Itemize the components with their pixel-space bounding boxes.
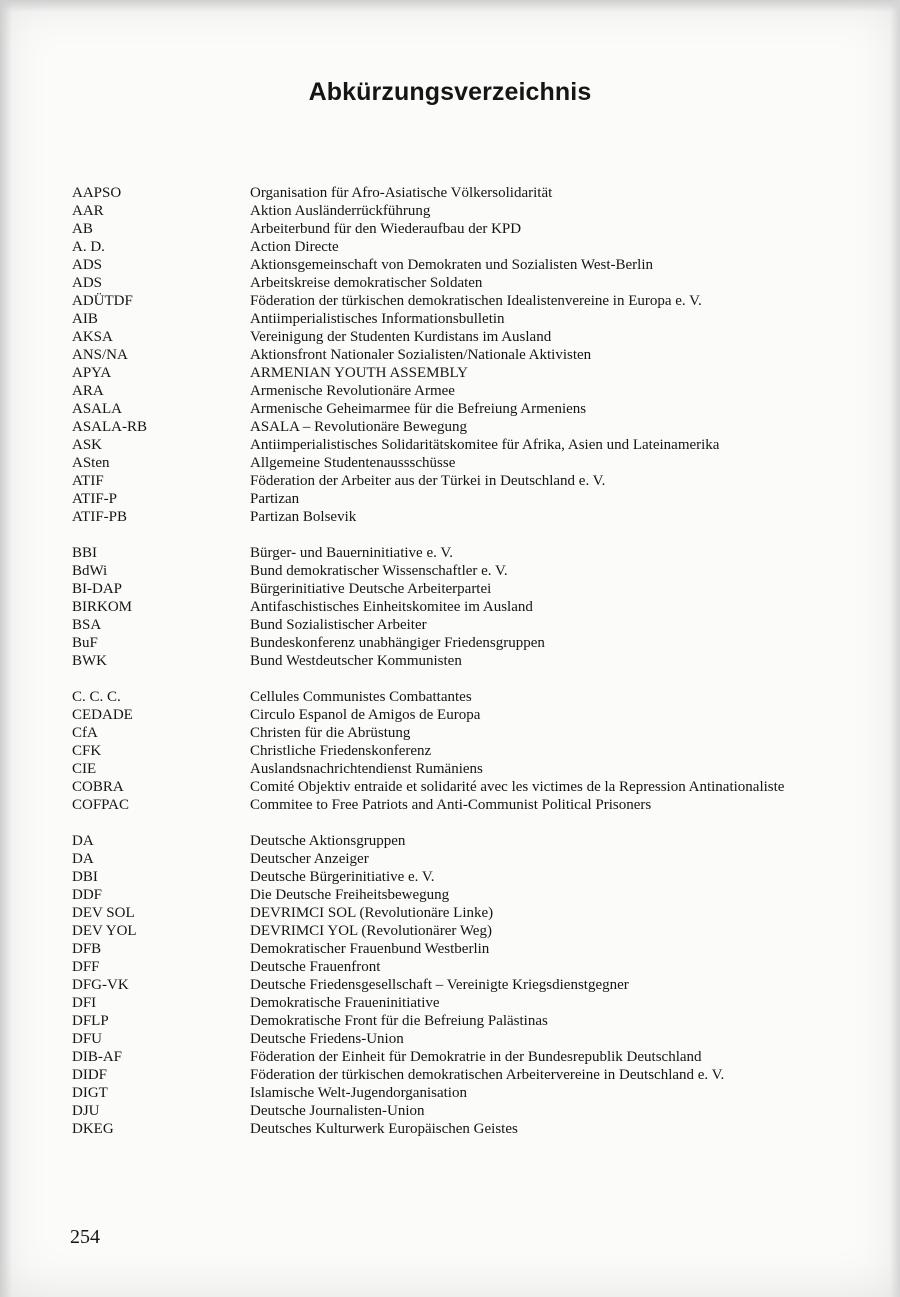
- abbreviation-term: C. C. C.: [72, 689, 121, 705]
- abbreviation-term: BSA: [72, 617, 102, 633]
- abbreviation-term: AB: [72, 221, 93, 237]
- abbreviation-meaning: Auslandsnachrichtendienst Rumäniens: [250, 761, 483, 777]
- abbreviation-group: [72, 688, 862, 814]
- abbreviation-meaning: Christliche Friedenskonferenz: [250, 743, 432, 759]
- abbreviation-meaning: Organisation für Afro-Asiatische Völkersolidarität: [250, 185, 553, 201]
- abbreviation-term: ADÜTDF: [72, 293, 133, 309]
- abbreviation-entry: [72, 994, 862, 1012]
- abbreviation-term: ASten: [72, 455, 110, 471]
- abbreviation-term: DFU: [72, 1031, 103, 1047]
- abbreviation-entry: [72, 274, 862, 292]
- abbreviation-term: AIB: [72, 311, 98, 327]
- abbreviation-term: COBRA: [72, 779, 124, 795]
- abbreviation-term: ASK: [72, 437, 103, 453]
- abbreviation-term: ATIF-PB: [72, 509, 128, 525]
- abbreviation-meaning: Deutsche Bürgerinitiative e. V.: [250, 869, 435, 885]
- abbreviation-entry: [72, 508, 862, 526]
- abbreviation-term: DJU: [72, 1103, 100, 1119]
- abbreviation-meaning: Arbeitskreise demokratischer Soldaten: [250, 275, 483, 291]
- abbreviation-entry: [72, 238, 862, 256]
- abbreviation-term: DFLP: [72, 1013, 109, 1029]
- abbreviation-term: ANS/NA: [72, 347, 128, 363]
- abbreviation-term: DIGT: [72, 1085, 108, 1101]
- abbreviation-entry: [72, 202, 862, 220]
- abbreviation-entry: [72, 346, 862, 364]
- abbreviation-entry: [72, 364, 862, 382]
- abbreviation-term: ATIF-P: [72, 491, 118, 507]
- abbreviation-meaning: Antifaschistisches Einheitskomitee im Ausland: [250, 599, 533, 615]
- abbreviation-entry: [72, 1012, 862, 1030]
- abbreviation-meaning: Bund Westdeutscher Kommunisten: [250, 653, 462, 669]
- abbreviation-term: CEDADE: [72, 707, 133, 723]
- abbreviation-meaning: Arbeiterbund für den Wiederaufbau der KPD: [250, 221, 522, 237]
- abbreviation-entry: [72, 544, 862, 562]
- abbreviation-meaning: Action Directe: [250, 239, 339, 255]
- abbreviation-term: DFB: [72, 941, 102, 957]
- abbreviation-term: DBI: [72, 869, 98, 885]
- abbreviation-meaning: Circulo Espanol de Amigos de Europa: [250, 707, 481, 723]
- abbreviation-entry: [72, 454, 862, 472]
- abbreviation-entry: [72, 1084, 862, 1102]
- scan-shadow-right: [890, 0, 900, 1297]
- abbreviation-entry: [72, 958, 862, 976]
- abbreviation-meaning: Deutsche Frauenfront: [250, 959, 381, 975]
- abbreviation-entry: [72, 436, 862, 454]
- abbreviation-entry: [72, 580, 862, 598]
- abbreviation-entry: [72, 850, 862, 868]
- abbreviation-meaning: DEVRIMCI SOL (Revolutionäre Linke): [250, 905, 494, 921]
- abbreviation-entry: [72, 832, 862, 850]
- abbreviation-term: DFI: [72, 995, 97, 1011]
- abbreviation-entry: [72, 724, 862, 742]
- abbreviation-entry: [72, 1066, 862, 1084]
- abbreviation-term: BuF: [72, 635, 98, 651]
- abbreviation-entry: [72, 418, 862, 436]
- abbreviation-meaning: Cellules Communistes Combattantes: [250, 689, 472, 705]
- abbreviation-term: DIDF: [72, 1067, 108, 1083]
- abbreviation-meaning: Bund demokratischer Wissenschaftler e. V.: [250, 563, 508, 579]
- abbreviation-entry: [72, 490, 862, 508]
- abbreviation-term: COFPAC: [72, 797, 129, 813]
- abbreviation-meaning: Aktionsgemeinschaft von Demokraten und Sozialisten West-Berlin: [250, 257, 654, 273]
- abbreviation-entry: [72, 706, 862, 724]
- abbreviation-meaning: Föderation der Einheit für Demokratrie in der Bundesrepublik Deutschland: [250, 1049, 702, 1065]
- abbreviation-entry: [72, 256, 862, 274]
- abbreviation-term: DA: [72, 851, 94, 867]
- abbreviation-meaning: Die Deutsche Freiheitsbewegung: [250, 887, 450, 903]
- abbreviation-entry: [72, 400, 862, 418]
- abbreviation-term: BBI: [72, 545, 98, 561]
- abbreviation-entry: [72, 886, 862, 904]
- abbreviation-entry: [72, 1030, 862, 1048]
- abbreviation-entry: [72, 742, 862, 760]
- abbreviation-meaning: Demokratische Front für die Befreiung Palästinas: [250, 1013, 548, 1029]
- abbreviation-entry: [72, 598, 862, 616]
- abbreviation-meaning: Demokratische Fraueninitiative: [250, 995, 440, 1011]
- abbreviation-meaning: ASALA – Revolutionäre Bewegung: [250, 419, 468, 435]
- abbreviation-meaning: Föderation der türkischen demokratischen Idealistenvereine in Europa e. V.: [250, 293, 702, 309]
- abbreviation-term: AKSA: [72, 329, 113, 345]
- scan-shadow-top: [0, 0, 900, 12]
- abbreviation-entry: [72, 220, 862, 238]
- abbreviation-entry: [72, 796, 862, 814]
- abbreviation-meaning: Partizan Bolsevik: [250, 509, 357, 525]
- abbreviation-entry: [72, 562, 862, 580]
- abbreviation-entry: [72, 472, 862, 490]
- abbreviation-term: A. D.: [72, 239, 105, 255]
- abbreviation-entry: [72, 904, 862, 922]
- abbreviation-meaning: Föderation der türkischen demokratischen Arbeitervereine in Deutschland e. V.: [250, 1067, 725, 1083]
- abbreviation-entry: [72, 1048, 862, 1066]
- abbreviation-term: BdWi: [72, 563, 108, 579]
- abbreviation-meaning: Christen für die Abrüstung: [250, 725, 411, 741]
- abbreviation-term: DFG-VK: [72, 977, 129, 993]
- abbreviation-meaning: Islamische Welt-Jugendorganisation: [250, 1085, 467, 1101]
- abbreviation-entry: [72, 310, 862, 328]
- abbreviation-term: ADS: [72, 257, 103, 273]
- abbreviation-entry: [72, 778, 862, 796]
- abbreviation-meaning: Partizan: [250, 491, 300, 507]
- abbreviation-term: DEV SOL: [72, 905, 135, 921]
- page-number: 254: [70, 1226, 100, 1248]
- abbreviation-meaning: Aktionsfront Nationaler Sozialisten/Nationale Aktivisten: [250, 347, 592, 363]
- abbreviation-term: CIE: [72, 761, 97, 777]
- abbreviation-meaning: Föderation der Arbeiter aus der Türkei in Deutschland e. V.: [250, 473, 606, 489]
- abbreviation-term: ASALA: [72, 401, 123, 417]
- abbreviation-meaning: Antiimperialistisches Solidaritätskomitee für Afrika, Asien und Lateinamerika: [250, 437, 720, 453]
- abbreviation-group: [72, 544, 862, 670]
- abbreviation-list: [72, 184, 862, 1156]
- abbreviation-meaning: Deutsche Friedensgesellschaft – Vereinigte Kriegsdienstgegner: [250, 977, 629, 993]
- abbreviation-meaning: Deutsche Journalisten-Union: [250, 1103, 425, 1119]
- abbreviation-term: DDF: [72, 887, 103, 903]
- abbreviation-term: AAR: [72, 203, 104, 219]
- abbreviation-meaning: Bürgerinitiative Deutsche Arbeiterpartei: [250, 581, 492, 597]
- abbreviation-entry: [72, 760, 862, 778]
- abbreviation-term: DA: [72, 833, 94, 849]
- abbreviation-term: ARA: [72, 383, 104, 399]
- abbreviation-meaning: Bürger- und Bauerninitiative e. V.: [250, 545, 453, 561]
- abbreviation-term: APYA: [72, 365, 112, 381]
- abbreviation-meaning: Allgemeine Studentenaussschüsse: [250, 455, 456, 471]
- abbreviation-term: DEV YOL: [72, 923, 137, 939]
- abbreviation-meaning: DEVRIMCI YOL (Revolutionärer Weg): [250, 923, 492, 939]
- abbreviation-meaning: Armenische Geheimarmee für die Befreiung Armeniens: [250, 401, 587, 417]
- abbreviation-entry: [72, 1102, 862, 1120]
- abbreviation-term: AAPSO: [72, 185, 122, 201]
- abbreviation-meaning: ARMENIAN YOUTH ASSEMBLY: [250, 365, 468, 381]
- abbreviation-entry: [72, 922, 862, 940]
- abbreviation-meaning: Deutsche Aktionsgruppen: [250, 833, 406, 849]
- abbreviation-entry: [72, 184, 862, 202]
- abbreviation-entry: [72, 940, 862, 958]
- abbreviation-meaning: Commitee to Free Patriots and Anti-Communist Political Prisoners: [250, 797, 652, 813]
- abbreviation-group: [72, 184, 862, 526]
- abbreviation-entry: [72, 688, 862, 706]
- abbreviation-term: BWK: [72, 653, 107, 669]
- abbreviation-term: CFK: [72, 743, 102, 759]
- abbreviation-meaning: Comité Objektiv entraide et solidarité avec les victimes de la Repression Antinationaliste: [250, 779, 785, 795]
- abbreviation-meaning: Deutscher Anzeiger: [250, 851, 369, 867]
- abbreviation-entry: [72, 1120, 862, 1138]
- abbreviation-term: BIRKOM: [72, 599, 133, 615]
- abbreviation-meaning: Aktion Ausländerrückführung: [250, 203, 431, 219]
- abbreviation-term: BI-DAP: [72, 581, 123, 597]
- abbreviation-group: [72, 832, 862, 1138]
- abbreviation-entry: [72, 328, 862, 346]
- abbreviation-meaning: Vereinigung der Studenten Kurdistans im Ausland: [250, 329, 552, 345]
- abbreviation-meaning: Deutsche Friedens-Union: [250, 1031, 404, 1047]
- abbreviation-meaning: Bundeskonferenz unabhängiger Friedensgruppen: [250, 635, 545, 651]
- abbreviation-term: DIB-AF: [72, 1049, 123, 1065]
- abbreviation-entry: [72, 652, 862, 670]
- abbreviation-term: ATIF: [72, 473, 104, 489]
- abbreviation-meaning: Antiimperialistisches Informationsbulletin: [250, 311, 505, 327]
- abbreviation-entry: [72, 868, 862, 886]
- scan-shadow-left: [0, 0, 12, 1297]
- abbreviation-entry: [72, 382, 862, 400]
- abbreviation-term: DFF: [72, 959, 100, 975]
- abbreviation-meaning: Deutsches Kulturwerk Europäischen Geistes: [250, 1121, 518, 1137]
- abbreviation-term: ASALA-RB: [72, 419, 148, 435]
- abbreviation-term: CfA: [72, 725, 98, 741]
- abbreviation-entry: [72, 292, 862, 310]
- abbreviation-entry: [72, 634, 862, 652]
- page-title: Abkürzungsverzeichnis: [308, 78, 592, 106]
- abbreviation-meaning: Bund Sozialistischer Arbeiter: [250, 617, 427, 633]
- abbreviation-term: ADS: [72, 275, 103, 291]
- abbreviation-entry: [72, 976, 862, 994]
- abbreviation-entry: [72, 616, 862, 634]
- abbreviation-meaning: Demokratischer Frauenbund Westberlin: [250, 941, 490, 957]
- abbreviation-term: DKEG: [72, 1121, 114, 1137]
- abbreviation-meaning: Armenische Revolutionäre Armee: [250, 383, 455, 399]
